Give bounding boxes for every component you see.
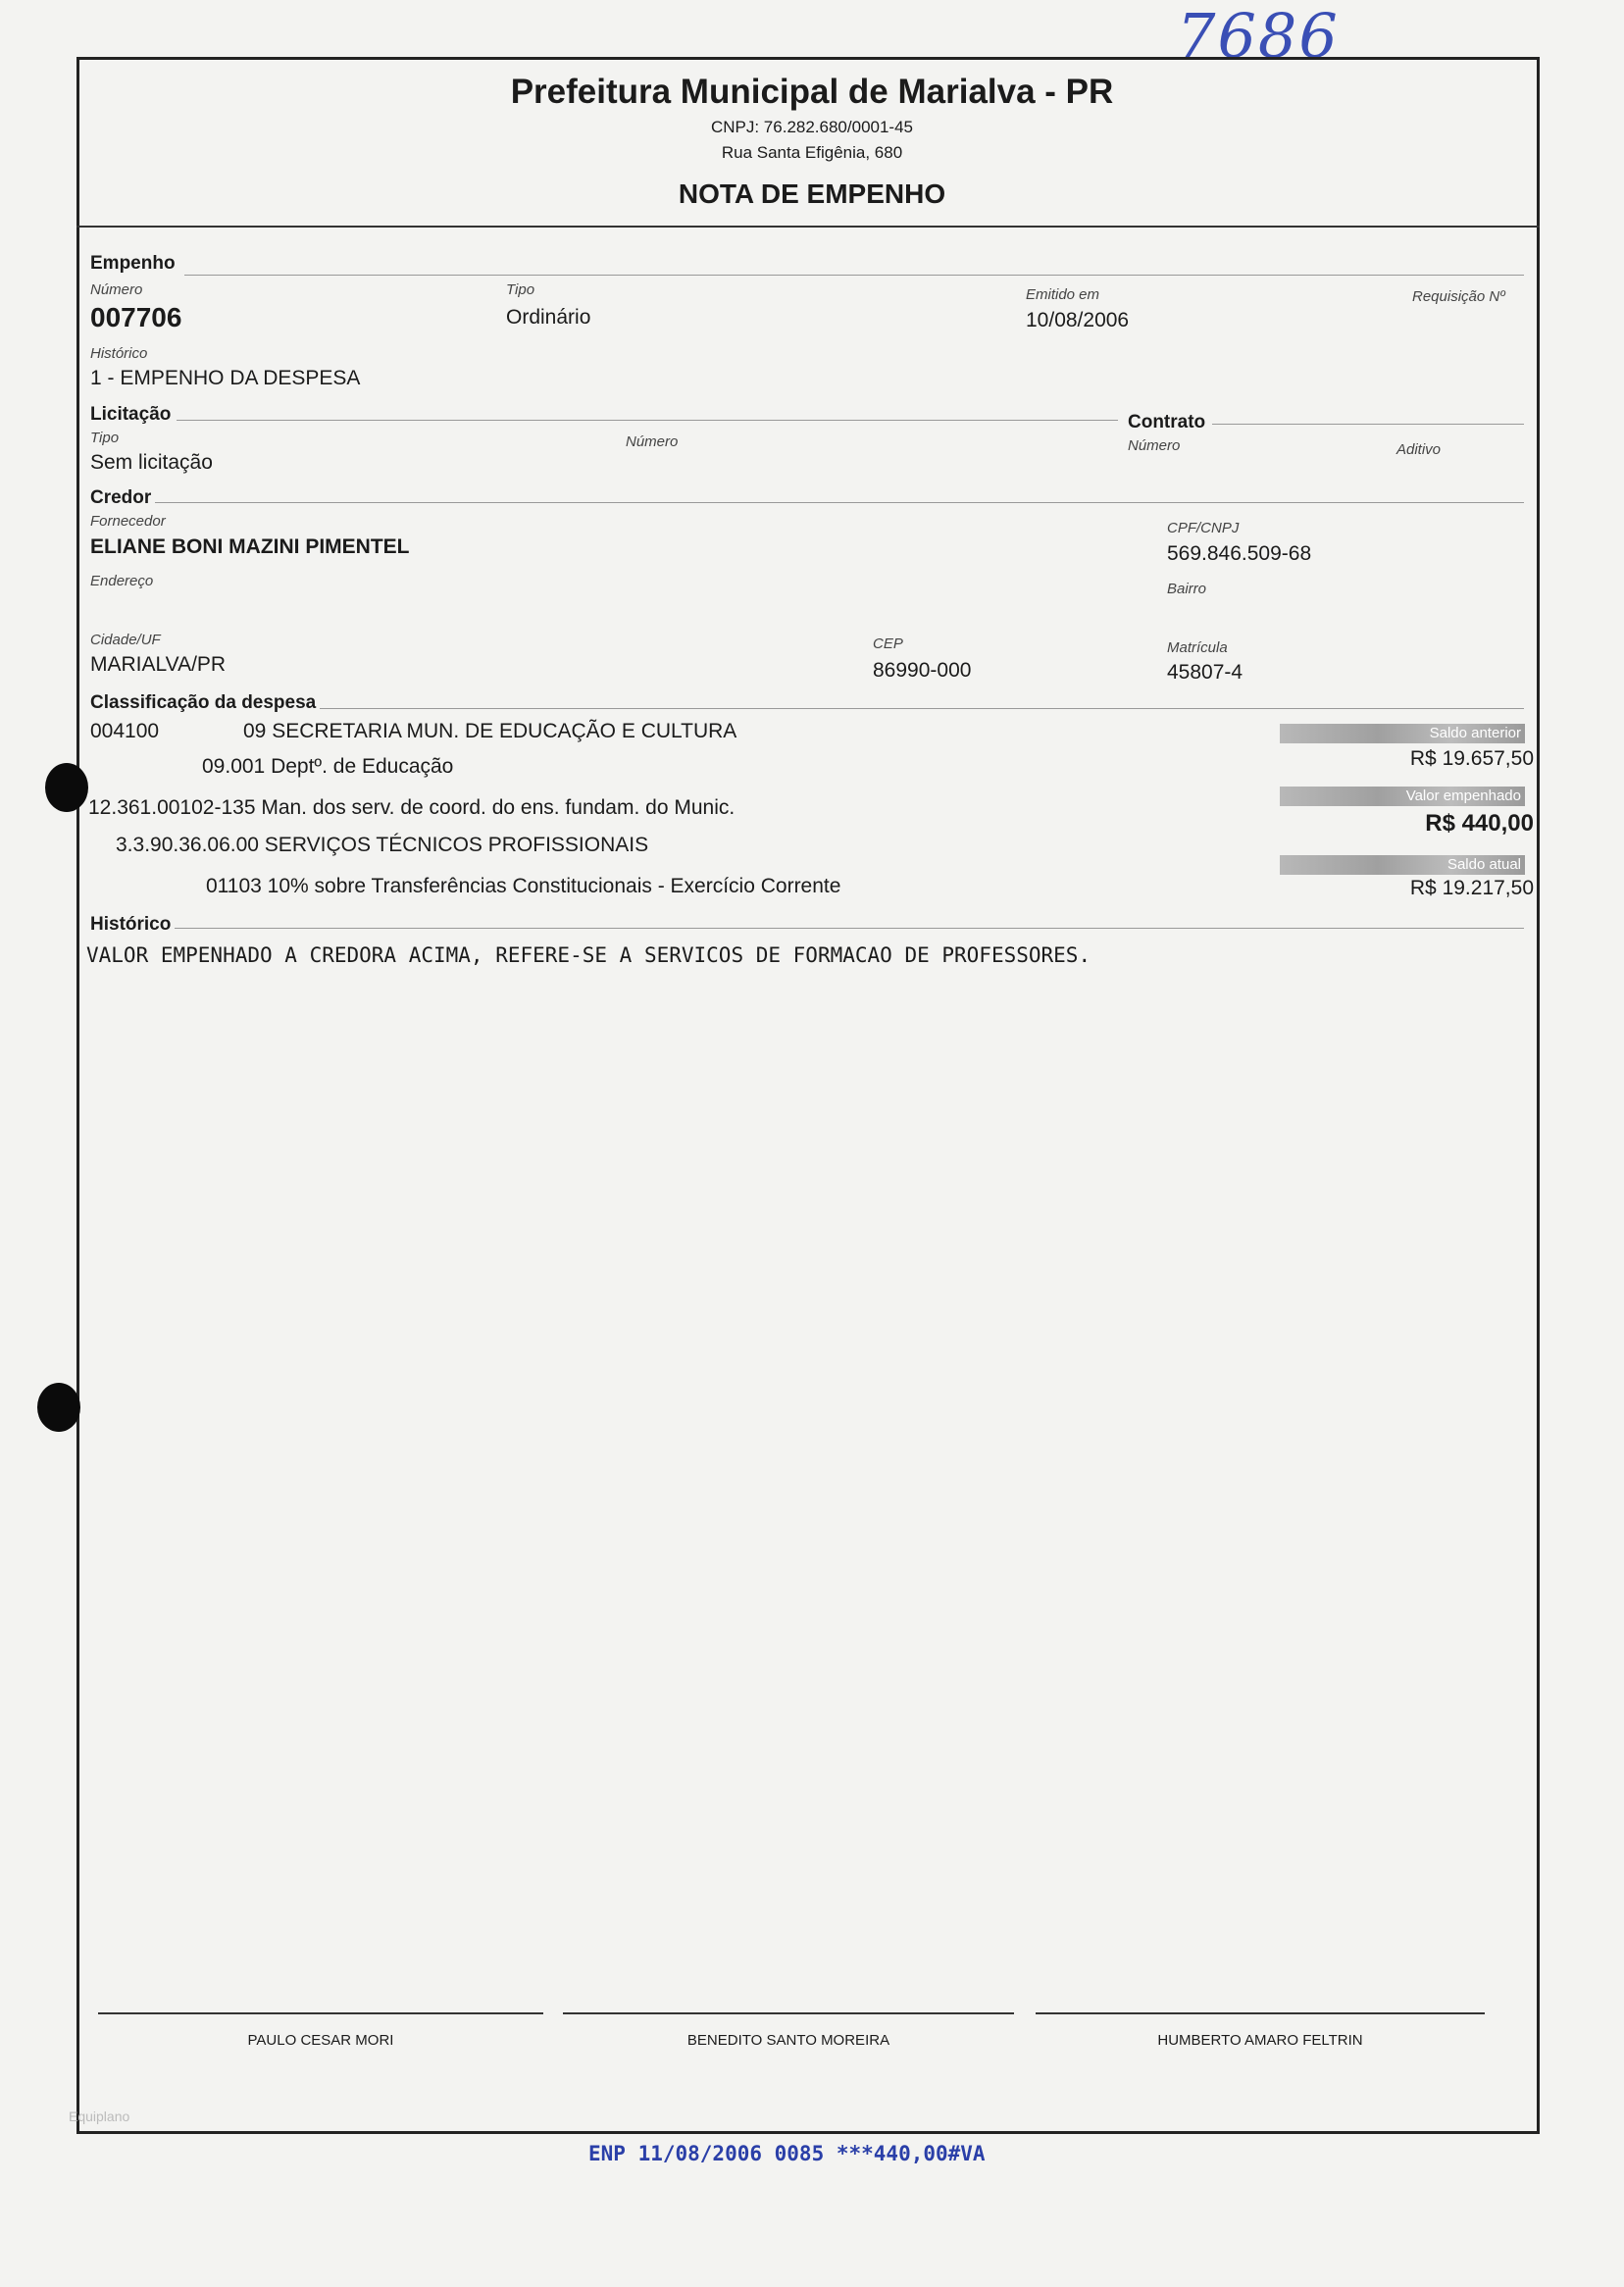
cnpj-text: CNPJ: 76.282.680/0001-45 [710,118,914,136]
historico-section-title: Histórico [90,914,172,935]
fornecedor-label: Fornecedor [90,513,166,530]
matricula-label: Matrícula [1167,639,1228,656]
saldo-anterior-value: R$ 19.657,50 [1409,747,1534,770]
bank-stamp: ENP 11/08/2006 0085 ***440,00#VA [588,2142,986,2165]
contrato-section-title: Contrato [1128,412,1206,432]
cep-value: 86990-000 [873,659,972,682]
credor-rule [155,502,1524,503]
cidade-label: Cidade/UF [90,632,161,648]
licitacao-section-title: Licitação [90,404,172,425]
empenho-numero: 007706 [90,302,182,332]
emitido-label: Emitido em [1026,286,1100,303]
signature-line-3 [1036,2012,1485,2014]
cpf-value: 569.846.509-68 [1167,542,1312,565]
empenho-historico: 1 - EMPENHO DA DESPESA [90,367,361,389]
punch-hole-bottom [37,1383,80,1432]
classificacao-fonte: 01103 10% sobre Transferências Constitucionais - Exercício Corrente [206,875,841,897]
empenho-numero-label: Número [90,281,143,298]
classificacao-orgao: 09 SECRETARIA MUN. DE EDUCAÇÃO E CULTURA [243,720,737,742]
fornecedor-name: ELIANE BONI MAZINI PIMENTEL [90,535,410,558]
software-watermark: Equiplano [69,2109,130,2124]
cpf-label: CPF/CNPJ [1167,520,1240,536]
contrato-rule [1212,424,1524,425]
cidade-value: MARIALVA/PR [90,653,227,676]
licitacao-rule [177,420,1118,421]
classificacao-rule [320,708,1524,709]
handwritten-number: 7686 [1177,0,1340,72]
valor-empenhado-value: R$ 440,00 [1425,810,1534,837]
classificacao-section-title: Classificação da despesa [90,692,317,713]
credor-section-title: Credor [90,487,152,508]
cep-label: CEP [873,635,903,652]
empenho-tipo-label: Tipo [506,281,535,298]
punch-hole-top [45,763,88,812]
classificacao-code: 004100 [90,720,160,742]
page-title: Prefeitura Municipal de Marialva - PR [510,73,1114,111]
requisicao-label: Requisição Nº [1412,288,1505,305]
classificacao-funcional: 12.361.00102-135 Man. dos serv. de coord. do ens. fundam. do Munic. [88,796,736,819]
empenho-rule [184,275,1524,276]
saldo-atual-label: Saldo atual [1280,855,1525,875]
bairro-label: Bairro [1167,581,1207,597]
address-text: Rua Santa Efigênia, 680 [721,143,903,162]
valor-empenhado-label: Valor empenhado [1280,787,1525,806]
empenho-section-title: Empenho [90,253,176,274]
licitacao-tipo: Sem licitação [90,451,213,474]
header-divider [76,226,1540,228]
historico-rule [175,928,1524,929]
classificacao-unidade: 09.001 Deptº. de Educação [202,755,454,778]
emitido-date: 10/08/2006 [1026,309,1130,331]
signatory-3: HUMBERTO AMARO FELTRIN [1157,2032,1363,2049]
classificacao-elemento: 3.3.90.36.06.00 SERVIÇOS TÉCNICOS PROFISSIONAIS [116,834,649,856]
licitacao-tipo-label: Tipo [90,430,120,446]
licitacao-numero-label: Número [626,433,679,450]
doc-title: NOTA DE EMPENHO [678,178,946,209]
contrato-numero-label: Número [1128,437,1181,454]
signatory-2: BENEDITO SANTO MOREIRA [686,2032,890,2049]
signatory-1: PAULO CESAR MORI [247,2032,394,2049]
saldo-atual-value: R$ 19.217,50 [1409,877,1534,899]
matricula-value: 45807-4 [1167,661,1243,684]
saldo-anterior-label: Saldo anterior [1280,724,1525,743]
empenho-tipo: Ordinário [506,306,591,329]
empenho-historico-label: Histórico [90,345,148,362]
signature-line-2 [563,2012,1014,2014]
contrato-aditivo-label: Aditivo [1396,441,1442,458]
signature-line-1 [98,2012,543,2014]
endereco-label: Endereço [90,573,154,589]
historico-text: VALOR EMPENHADO A CREDORA ACIMA, REFERE-SE A SERVICOS DE FORMACAO DE PROFESSORES. [86,943,1091,967]
